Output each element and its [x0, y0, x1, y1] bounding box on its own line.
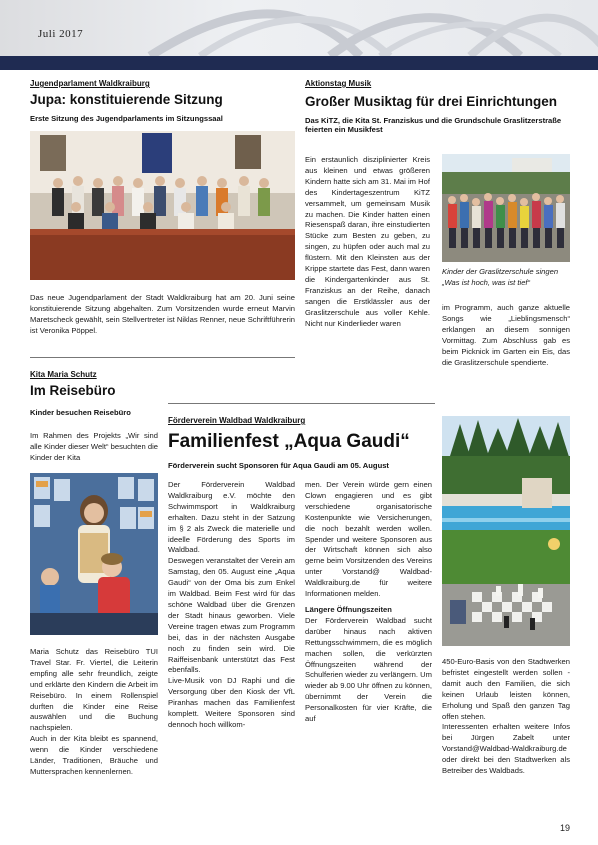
- header-stripe: [0, 56, 598, 70]
- article4-col3-paragraph-2: Interessenten erhalten weitere Infos bei Jürgen Zabelt unter Vorstand@Waldbad-Waldkraiburg.de oder direkt bei den Stadtwerken als Betreiber des Waldbads.: [442, 722, 570, 776]
- article4-col2-paragraph-2: Der Förderverein Waldbad sucht darüber hinaus nach aktiven Rettungsschwimmern, die es möglich machen sollen, die verkürzten Öffnungszeiten während der Schulferien wieder zu verlängern. Um wieder ab 9.00 Uhr öffnen zu können, übernimmt der Verein die Personalkosten für vier Kräfte, die auf: [305, 615, 432, 724]
- article2-subtitle: Das KiTZ, die Kita St. Franziskus und die Grundschule Graslitzerstraße feierten ein Musikfest: [305, 116, 562, 135]
- article4-col1-paragraph-1: Der Förderverein Waldbad Waldkraiburg e.V. möchte den Schwimmsport in Waldkraiburg erhalten. Dazu steht in der Satzung im § 2 als Zweck die materielle und ideelle Förderung des Sports im Waldbad.: [168, 480, 295, 555]
- article2-kicker: Aktionstag Musik: [305, 79, 372, 88]
- page-header-banner: [0, 0, 598, 56]
- article3-paragraph-2: Auch in der Kita bleibt es spannend, wenn die Kinder verschiedene Länder, Traditionen, Bräuche und Muttersprachen kennenlernen.: [30, 734, 158, 776]
- photo-waldbad: [442, 416, 570, 646]
- article4-subtitle: Förderverein sucht Sponsoren für Aqua Gaudi am 05. August: [168, 461, 389, 470]
- article3-paragraph-1: Maria Schutz das Reisebüro TUI Travel Star. Fr. Viertel, die Leiterin empfing alle sehr freundlich, zeigte und erklärte den Kindern die Arbeit im Reisebüro. In einem Rollenspiel durften die Kinder eine Reise auswählen und die Buchung nachspielen.: [30, 647, 158, 733]
- article4-kicker: Förderverein Waldbad Waldkraiburg: [168, 416, 306, 425]
- article1-caption: Das neue Jugendparlament der Stadt Waldkraiburg hat am 20. Juni seine konstituierende Sitzung abgehalten. Zum Vorsitzenden wurde erneut Marvin Maretscheck gewählt, sein Stellvertreter ist Niklas Renner, neue Schriftführerin ist Veronika Pöppel.: [30, 293, 295, 335]
- article3-title: Im Reisebüro: [30, 383, 116, 398]
- article2-title: Großer Musiktag für drei Einrichtungen: [305, 94, 558, 109]
- article4-column-3: [442, 657, 570, 777]
- photo-travel-agency: [30, 473, 158, 635]
- separator-rule-left: [30, 357, 295, 358]
- article4-column-1: [168, 480, 295, 731]
- article4-col2-heading: Längere Öffnungszeiten: [305, 604, 392, 614]
- article4-col1-paragraph-3: Live-Musik von DJ Raphi und die Versorgung über den Kiosk der VfL Piranhas machen das Familienfest komplett. Weitere Sponsoren sind dennoch hoch willkom-: [168, 676, 295, 729]
- article1-kicker: Jugendparlament Waldkraiburg: [30, 79, 150, 88]
- article3-kicker: Kita Maria Schutz: [30, 370, 97, 379]
- article1-title: Jupa: konstituierende Sitzung: [30, 92, 223, 107]
- separator-rule-middle: [168, 403, 435, 404]
- article4-title: Familienfest „Aqua Gaudi“: [168, 431, 410, 452]
- article1-subtitle: Erste Sitzung des Jugendparlaments im Sitzungssaal: [30, 114, 223, 123]
- article2-body-left: Ein erstaunlich disziplinierter Kreis aus kleinen und etwas größeren Kindern hatte sich am 31. Mai im Hof des Kindertageszentrum KiTZ versammelt, um gemeinsam Musik zu machen. Die Kinder hatten einen Riesenspaß daran, ihre einstudierten Stücke zum Besten zu geben, zu singen, zu hüpfen oder auch mal zu flüstern. Mit den Kleinsten aus der Krippe startete das Fest, dann waren die Kindergartenkinder aus St. Franziskus an der Reihe, danach sangen die Erstklässler aus der Graslitzerschule aus voller Kehle. Nicht nur Kinderlieder waren: [305, 155, 430, 328]
- article4-col2-paragraph-1: men. Der Verein würde gern einen Clown engagieren und es gibt verschiedene organisatorische Kostenpunkte wie Versicherungen, die noch bezahlt werden wollen. Spender und weitere Sponsoren aus der Wirtschaft können sich also gerne beim Vorsitzenden des Vereins unter Vorstand@ Waldbad-Waldkraiburg.de für weitere Informationen melden.: [305, 480, 432, 599]
- article3-body-top: Im Rahmen des Projekts „Wir sind alle Kinder dieser Welt“ besuchten die Kinder der Kita: [30, 431, 158, 462]
- article2-body-right: im Programm, auch ganze aktuelle Songs wie „Lieblingsmensch“ erklangen an diesem sonnigen Vormittag. Zum Abschluss gab es beim Picknick im Garten ein Eis, das die Graslitzerschule spendierte.: [442, 303, 570, 367]
- page-number: 19: [560, 823, 571, 833]
- photo-youth-parliament: [30, 131, 295, 280]
- photo-music-day: [442, 154, 570, 262]
- issue-date: Juli 2017: [38, 28, 84, 40]
- article4-column-2: [305, 480, 432, 725]
- article4-col1-paragraph-2: Deswegen veranstaltet der Verein am Samstag, den 05. August eine „Aqua Gaudi“ von der Oma bis zum Enkel im Waldbad. Beim Fest wird für das schöne Waldbad über die Grenzen der Stadt hinaus geworben. Viele Vereine tragen etwas zum Programm bei, das in der nächsten Ausgabe noch zu finden sein wird. Die Raiffeisenbank unterstützt das Fest ebenfalls.: [168, 556, 295, 675]
- article2-photo-caption: Kinder der Graslitzerschule singen „Was ist hoch, was ist tief“: [442, 267, 559, 287]
- article3-body-bottom: [30, 647, 158, 778]
- article3-subtitle: Kinder besuchen Reisebüro: [30, 408, 131, 417]
- article4-col3-paragraph-1: 450-Euro-Basis von den Stadtwerken befristet eingestellt werden sollen - damit auch den Familien, die sich keinen Urlaub leisten können, Erholung und Spaß den ganzen Tag offen stehen.: [442, 657, 570, 721]
